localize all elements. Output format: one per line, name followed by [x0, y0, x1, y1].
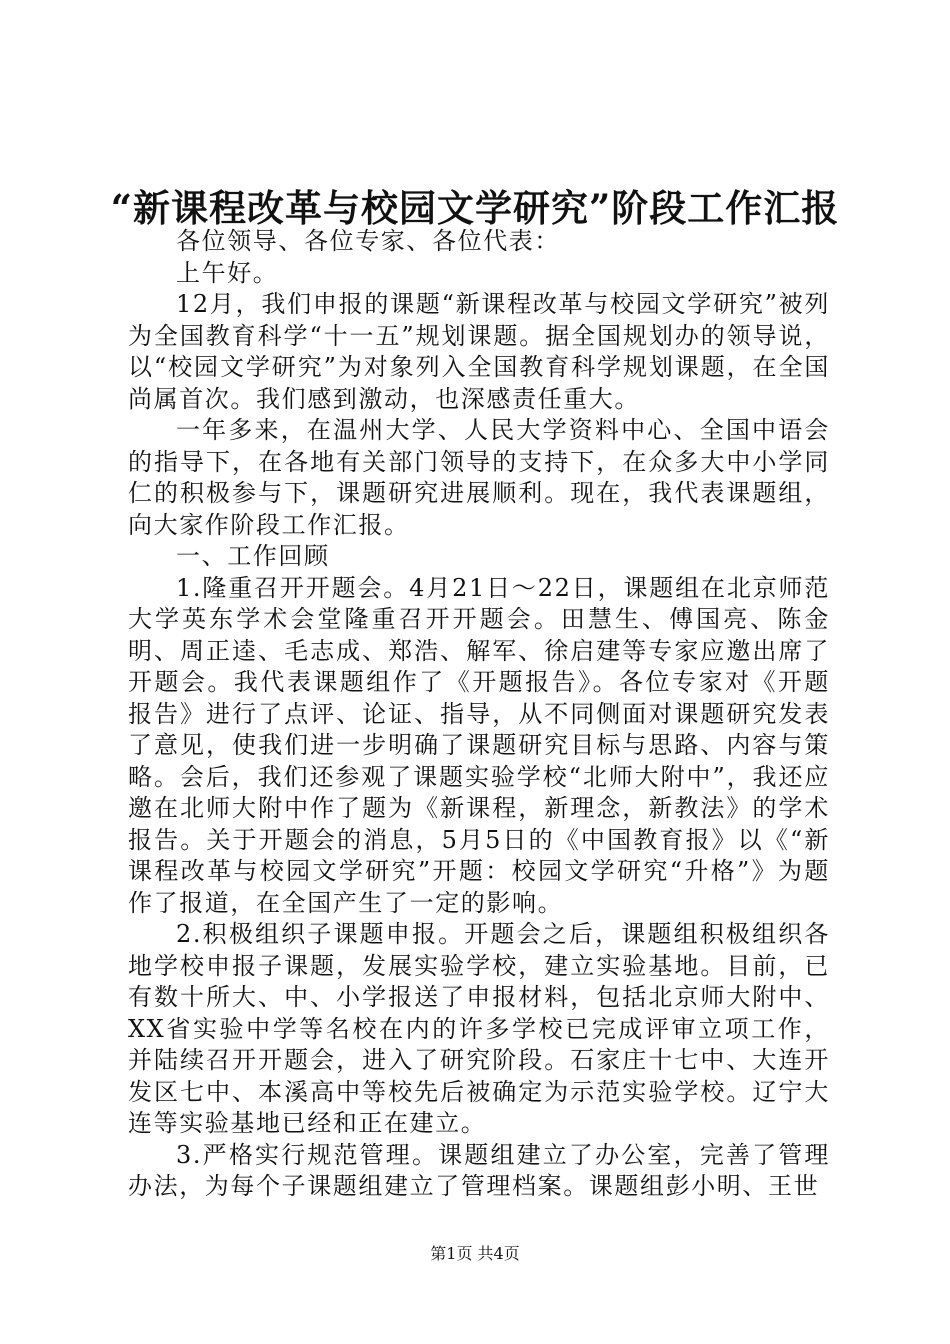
document-body [128, 226, 830, 1203]
greeting-paragraph: 上午好。 [176, 258, 279, 287]
page-footer: 第1页 共4页 [430, 1244, 520, 1263]
body-paragraph: 3.严格实行规范管理。课题组建立了办公室，完善了管理办法，为每个子课题组建立了管理档案。课题组彭小明、王世 [128, 1140, 830, 1200]
body-paragraph: 12月，我们申报的课题“新课程改革与校园文学研究”被列为全国教育科学“十一五”规划课题。据全国规划办的领导说，以“校园文学研究”为对象列入全国教育科学规划课题，在全国尚属首次。我们感到激动，也深感责任重大。 [128, 290, 830, 413]
body-paragraph: 1.隆重召开开题会。4月21日～22日，课题组在北京师范大学英东学术会堂隆重召开开题会。田慧生、傅国亮、陈金明、周正逵、毛志成、郑浩、解军、徐启建等专家应邀出席了开题会。我代表课题组作了《开题报告》。各位专家对《开题报告》进行了点评、论证、指导，从不同侧面对课题研究发表了意见，使我们进一步明确了课题研究目标与思路、内容与策略。会后，我们还参观了课题实验学校“北师大附中”，我还应邀在北师大附中作了题为《新课程，新理念，新教法》的学术报告。关于开题会的消息，5月5日的《中国教育报》以《“新课程改革与校园文学研究”开题：校园文学研究“升格”》为题作了报道，在全国产生了一定的影响。 [128, 573, 830, 917]
body-paragraph: 一年多来，在温州大学、人民大学资料中心、全国中语会的指导下，在各地有关部门领导的支持下，在众多大中小学同仁的积极参与下，课题研究进展顺利。现在，我代表课题组，向大家作阶段工作汇报。 [128, 416, 830, 539]
body-paragraph: 2.积极组织子课题申报。开题会之后，课题组积极组织各地学校申报子课题，发展实验学校，建立实验基地。目前，已有数十所大、中、小学报送了申报材料，包括北京师大附中、XX省实验中学等名校在内的许多学校已完成评审立项工作，并陆续召开开题会，进入了研究阶段。石家庄十七中、大连开发区七中、本溪高中等校先后被确定为示范实验学校。辽宁大连等实验基地已经和正在建立。 [128, 920, 830, 1137]
salutation-paragraph: 各位领导、各位专家、各位代表： [176, 227, 560, 255]
section-heading: 一、工作回顾 [176, 542, 330, 570]
document-title: “新课程改革与校园文学研究”阶段工作汇报 [110, 186, 840, 230]
